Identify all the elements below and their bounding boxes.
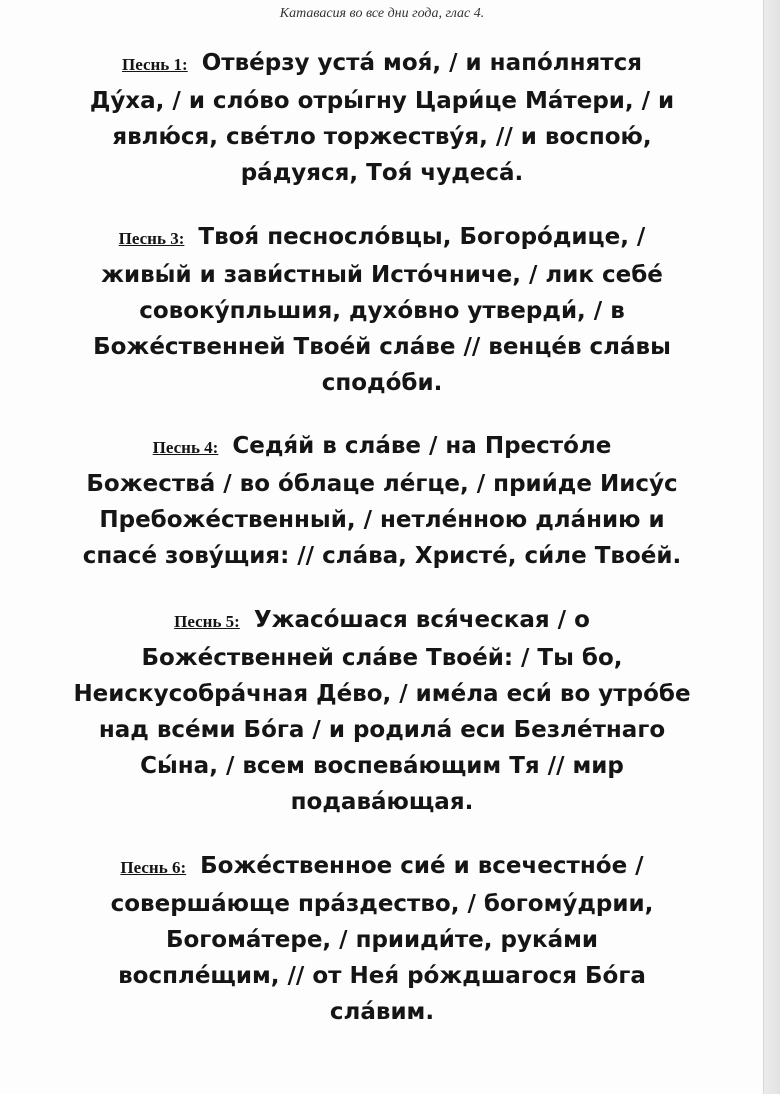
- song-3: [10, 219, 754, 401]
- song-1: [10, 45, 754, 191]
- song-5-line-1: Песнь 5: Ужасо́шася вся́ческая / о: [174, 607, 590, 633]
- song-4-line-1: Песнь 4: Седя́й в сла́ве / на Престо́ле: [152, 433, 612, 459]
- song-1-line-2: Ду́ха, / и сло́во отры́гну Цари́це Ма́тери, / и: [89, 88, 675, 114]
- song-5-line-3: Неискусобра́чная Де́во, / име́ла еси́ во утро́бе: [73, 681, 691, 707]
- song-4-line-3: Пребоже́ственный, / нетле́нною дла́нию и: [99, 507, 665, 533]
- song-3-line-3: совоку́пльшия, духо́вно утверди́, / в: [139, 298, 625, 324]
- song-6-line-4: воспле́щим, // от Нея́ ро́ждшагося Бо́га: [118, 963, 646, 989]
- song-1-line-3: явлю́ся, све́тло торжеству́я, // и воспою́,: [112, 124, 652, 150]
- song-6-line-5: сла́вим.: [329, 999, 435, 1025]
- song-3-line-1: Песнь 3: Твоя́ песносло́вцы, Богоро́дице, /: [118, 224, 646, 250]
- song-5-line-6: подава́ющая.: [290, 789, 474, 815]
- page-header: Катавасия во все дни года, глас 4.: [279, 6, 485, 21]
- song-3-line-2: живы́й и зави́стный Исто́чниче, / лик себе́: [101, 262, 663, 288]
- page-edge-shadow: [763, 0, 780, 1094]
- song-1-label: Песнь 1:: [121, 55, 188, 74]
- song-4-line-2: Божества́ / во о́блаце ле́гце, / прии́де Иису́с: [86, 471, 678, 497]
- song-6-line-1: Песнь 6: Боже́ственное сие́ и всечестно́е /: [120, 853, 644, 879]
- song-5-line-2: Боже́ственней сла́ве Твое́й: / Ты бо,: [141, 645, 623, 671]
- song-5-line-4: над все́ми Бо́га / и родила́ еси Безле́тнаго: [98, 717, 666, 743]
- song-4-label: Песнь 4:: [152, 438, 219, 457]
- song-5-label: Песнь 5:: [174, 612, 240, 631]
- song-4: [10, 428, 754, 574]
- song-3-line-5: сподо́би.: [321, 370, 443, 396]
- song-5-line-5: Сы́на, / всем воспева́ющим Тя // мир: [140, 753, 624, 779]
- song-4-line-4: спасе́ зову́щия: // сла́ва, Христе́, си́ле Твое́й.: [82, 543, 682, 569]
- song-6-line-3: Богома́тере, / прииди́те, рука́ми: [165, 927, 599, 953]
- song-6-label: Песнь 6:: [120, 858, 187, 877]
- song-6: [10, 848, 754, 1030]
- song-3-label: Песнь 3:: [118, 229, 185, 248]
- song-1-line-4: ра́дуяся, Тоя́ чудеса́.: [240, 160, 524, 186]
- song-5: [10, 602, 754, 820]
- song-1-line-1: Песнь 1: Отве́рзу уста́ моя́, / и напо́лнятся: [121, 50, 643, 76]
- song-6-line-2: соверша́юще пра́здество, / богому́дрии,: [110, 891, 654, 917]
- song-3-line-4: Боже́ственней Твое́й сла́ве // венце́в сла́вы: [93, 334, 671, 360]
